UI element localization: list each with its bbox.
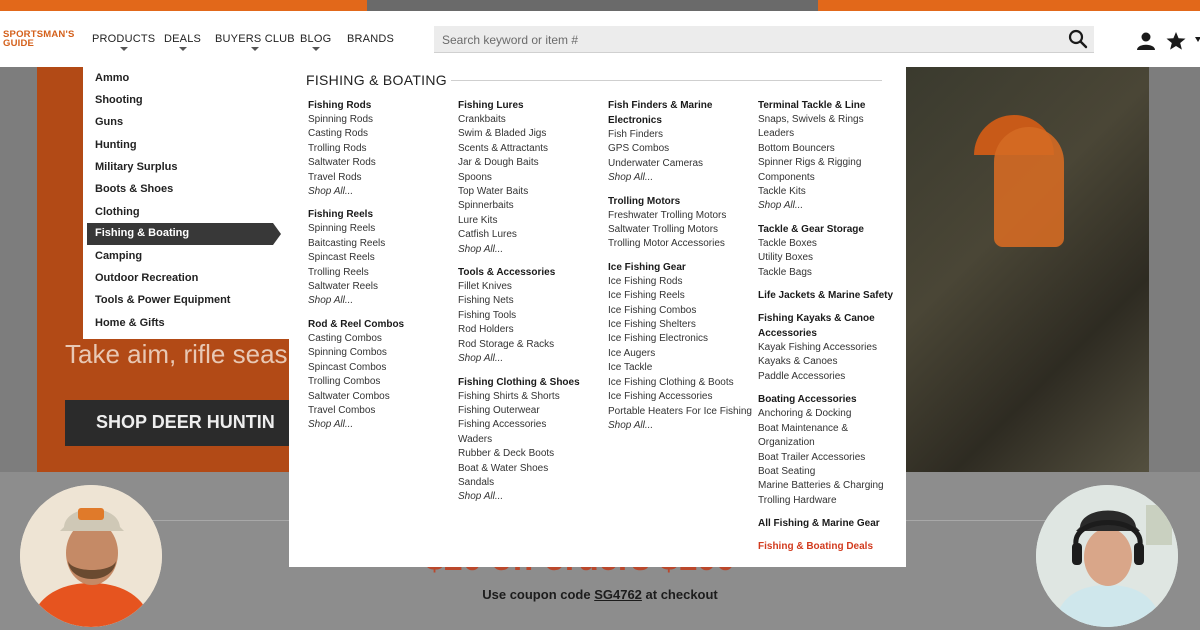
coupon-text bbox=[0, 587, 1200, 602]
menu-group-title[interactable]: Trolling Motors bbox=[608, 195, 681, 207]
menu-link-ice-fishing-reels[interactable]: Ice Fishing Reels bbox=[608, 290, 685, 302]
chevron-down-icon bbox=[251, 47, 259, 51]
menu-link-sandals[interactable]: Sandals bbox=[458, 476, 495, 488]
nav-products-label: PRODUCTS bbox=[92, 33, 156, 45]
shop-all-link[interactable]: Shop All... bbox=[608, 419, 654, 431]
menu-group-title[interactable]: Fishing Rods bbox=[308, 100, 372, 111]
nav-blog[interactable] bbox=[300, 33, 331, 51]
menu-link-ice-augers[interactable]: Ice Augers bbox=[608, 347, 656, 359]
category-camping[interactable]: Camping bbox=[95, 250, 143, 262]
nav-blog-label: BLOG bbox=[300, 33, 332, 45]
menu-link-rubber-and-deck-boots[interactable]: Rubber & Deck Boots bbox=[458, 448, 555, 460]
nav-brands[interactable] bbox=[347, 33, 394, 45]
menu-group-all-fishing-and-marine-gear bbox=[758, 516, 903, 531]
presenter-webcam-right bbox=[1036, 485, 1178, 627]
menu-link-boat-trailer-accessories[interactable]: Boat Trailer Accessories bbox=[758, 451, 866, 463]
hunter-vest bbox=[994, 127, 1064, 247]
menu-link-spincast-reels[interactable]: Spincast Reels bbox=[308, 252, 375, 264]
mega-column-3 bbox=[608, 98, 753, 441]
nav-brands-label: BRANDS bbox=[347, 33, 395, 45]
cart-icon[interactable] bbox=[1195, 37, 1200, 43]
menu-link-boat-seating[interactable]: Boat Seating bbox=[758, 465, 816, 477]
menu-link-travel-combos[interactable]: Travel Combos bbox=[308, 404, 376, 416]
menu-link-saltwater-combos[interactable]: Saltwater Combos bbox=[308, 390, 390, 402]
menu-group-title[interactable]: Fishing Reels bbox=[308, 209, 374, 221]
menu-link-underwater-cameras[interactable]: Underwater Cameras bbox=[608, 157, 704, 169]
mega-column-2 bbox=[458, 98, 603, 513]
menu-group-title[interactable]: Fishing Lures bbox=[458, 100, 524, 111]
menu-link-casting-combos[interactable]: Casting Combos bbox=[308, 332, 382, 344]
menu-link-boat-and-water-shoes[interactable]: Boat & Water Shoes bbox=[458, 462, 549, 474]
site-logo[interactable] bbox=[3, 30, 75, 48]
mega-column-4 bbox=[758, 98, 903, 554]
menu-link-saltwater-rods[interactable]: Saltwater Rods bbox=[308, 157, 376, 169]
menu-group-title[interactable]: Rod & Reel Combos bbox=[308, 318, 405, 330]
menu-group-fish-finders-and-marine-electronics bbox=[608, 98, 753, 186]
menu-link-tackle-kits[interactable]: Tackle Kits bbox=[758, 186, 806, 198]
menu-link-spinning-rods[interactable]: Spinning Rods bbox=[308, 114, 374, 125]
menu-link-ice-fishing-clothing-and-boots[interactable]: Ice Fishing Clothing & Boots bbox=[608, 376, 734, 388]
menu-group-fishing-lures bbox=[458, 98, 603, 257]
menu-group-fishing-clothing-and-shoes bbox=[458, 375, 603, 505]
category-tools-power-equipment[interactable]: Tools & Power Equipment bbox=[95, 294, 231, 306]
presenter-webcam-left bbox=[20, 485, 162, 627]
menu-link-tackle-bags[interactable]: Tackle Bags bbox=[758, 266, 812, 278]
menu-link-top-water-baits[interactable]: Top Water Baits bbox=[458, 186, 529, 198]
logo-line2: GUIDE bbox=[3, 38, 35, 49]
menu-group-boating-accessories bbox=[758, 392, 903, 508]
menu-group-title[interactable]: Fishing Kayaks & Canoe Accessories bbox=[758, 313, 875, 340]
search-icon[interactable] bbox=[1068, 29, 1088, 49]
menu-link-baitcasting-reels[interactable]: Baitcasting Reels bbox=[308, 237, 386, 249]
menu-link-ice-fishing-shelters[interactable]: Ice Fishing Shelters bbox=[608, 319, 696, 331]
menu-link-spinning-reels[interactable]: Spinning Reels bbox=[308, 223, 376, 235]
menu-link-ice-tackle[interactable]: Ice Tackle bbox=[608, 362, 653, 374]
coupon-prefix: Use coupon code bbox=[482, 587, 595, 602]
nav-buyers-club-label: BUYERS CLUB bbox=[215, 33, 295, 45]
menu-group-title[interactable]: Ice Fishing Gear bbox=[608, 261, 686, 273]
shop-all-link[interactable]: Shop All... bbox=[458, 353, 504, 365]
top-banner-center bbox=[367, 0, 818, 11]
top-banner-strip bbox=[0, 0, 1200, 11]
logo-line1: SPORTSMAN'S bbox=[3, 29, 75, 40]
menu-group-tools-and-accessories bbox=[458, 265, 603, 366]
menu-link-trolling-combos[interactable]: Trolling Combos bbox=[308, 376, 381, 388]
menu-group-title[interactable]: Boating Accessories bbox=[758, 394, 857, 406]
category-fishing-boating[interactable] bbox=[87, 223, 273, 245]
menu-link-fishing-tools[interactable]: Fishing Tools bbox=[458, 309, 517, 321]
menu-link-trolling-rods[interactable]: Trolling Rods bbox=[308, 142, 367, 154]
coupon-suffix: at checkout bbox=[641, 587, 718, 602]
hunter-photo bbox=[904, 67, 1149, 472]
presenter-right-image bbox=[1036, 485, 1178, 627]
menu-link-travel-rods[interactable]: Travel Rods bbox=[308, 171, 362, 183]
menu-link-ice-fishing-accessories[interactable]: Ice Fishing Accessories bbox=[608, 391, 713, 403]
menu-link-trolling-reels[interactable]: Trolling Reels bbox=[308, 266, 369, 278]
menu-link-scents-and-attractants[interactable]: Scents & Attractants bbox=[458, 142, 549, 154]
menu-link-kayak-fishing-accessories[interactable]: Kayak Fishing Accessories bbox=[758, 342, 877, 354]
menu-link-freshwater-trolling-motors[interactable]: Freshwater Trolling Motors bbox=[608, 209, 727, 221]
menu-link-trolling-motor-accessories[interactable]: Trolling Motor Accessories bbox=[608, 238, 725, 250]
menu-link-spinning-combos[interactable]: Spinning Combos bbox=[308, 347, 387, 359]
menu-link-casting-rods[interactable]: Casting Rods bbox=[308, 128, 369, 140]
category-clothing[interactable]: Clothing bbox=[95, 206, 140, 218]
nav-deals[interactable] bbox=[164, 33, 201, 51]
menu-link-marine-batteries-and-charging[interactable]: Marine Batteries & Charging bbox=[758, 480, 884, 492]
menu-group-life-jackets-and-marine-safety bbox=[758, 288, 903, 303]
menu-link-tackle-boxes[interactable]: Tackle Boxes bbox=[758, 237, 817, 249]
menu-group-rod-and-reel-combos bbox=[308, 317, 453, 433]
menu-link-spinner-rigs-and-rigging-components[interactable]: Spinner Rigs & Rigging Components bbox=[758, 157, 862, 183]
chevron-down-icon bbox=[120, 47, 128, 51]
menu-link-snaps-swivels-and-rings[interactable]: Snaps, Swivels & Rings bbox=[758, 114, 864, 125]
menu-link-waders[interactable]: Waders bbox=[458, 433, 493, 445]
menu-link-jar-and-dough-baits[interactable]: Jar & Dough Baits bbox=[458, 157, 539, 169]
menu-link-fishing-shirts-and-shorts[interactable]: Fishing Shirts & Shorts bbox=[458, 390, 560, 402]
menu-group-tackle-and-gear-storage bbox=[758, 222, 903, 280]
menu-group-title[interactable]: Life Jackets & Marine Safety bbox=[758, 290, 894, 302]
shop-deer-hunting-button[interactable]: SHOP DEER HUNTIN bbox=[65, 400, 305, 446]
menu-link-utility-boxes[interactable]: Utility Boxes bbox=[758, 252, 814, 264]
menu-link-rod-holders[interactable]: Rod Holders bbox=[458, 324, 514, 336]
menu-link-spincast-combos[interactable]: Spincast Combos bbox=[308, 361, 387, 373]
category-boots-shoes[interactable]: Boots & Shoes bbox=[95, 183, 174, 195]
shop-all-link[interactable]: Shop All... bbox=[308, 186, 354, 198]
menu-link-fishing-accessories[interactable]: Fishing Accessories bbox=[458, 419, 547, 431]
menu-link-fishing-nets[interactable]: Fishing Nets bbox=[458, 295, 514, 307]
search-input[interactable] bbox=[434, 26, 1054, 53]
menu-group-fishing-kayaks-and-canoe-accessories bbox=[758, 311, 903, 384]
category-guns[interactable]: Guns bbox=[95, 116, 124, 128]
menu-link-bottom-bouncers[interactable]: Bottom Bouncers bbox=[758, 142, 835, 154]
menu-group-ice-fishing-gear bbox=[608, 260, 753, 433]
shop-all-link[interactable]: Shop All... bbox=[758, 200, 804, 212]
menu-link-ice-fishing-combos[interactable]: Ice Fishing Combos bbox=[608, 304, 697, 316]
menu-group-title[interactable]: Fishing Clothing & Shoes bbox=[458, 376, 580, 388]
presenter-left-image bbox=[20, 485, 162, 627]
menu-link-trolling-hardware[interactable]: Trolling Hardware bbox=[758, 494, 837, 506]
menu-link-catfish-lures[interactable]: Catfish Lures bbox=[458, 229, 517, 241]
category-home-gifts[interactable]: Home & Gifts bbox=[95, 317, 165, 329]
shop-all-link[interactable]: Shop All... bbox=[308, 295, 354, 307]
menu-link-fish-finders[interactable]: Fish Finders bbox=[608, 129, 664, 140]
chevron-down-icon bbox=[312, 47, 320, 51]
nav-buyers-club[interactable] bbox=[215, 33, 295, 51]
menu-group-terminal-tackle-and-line bbox=[758, 98, 903, 214]
mega-menu-title: FISHING & BOATING bbox=[306, 72, 447, 88]
nav-deals-label: DEALS bbox=[164, 33, 202, 45]
shop-all-link[interactable]: Shop All... bbox=[458, 243, 504, 255]
hero-tagline: Take aim, rifle seas bbox=[65, 339, 288, 369]
menu-link-gps-combos[interactable]: GPS Combos bbox=[608, 143, 670, 155]
category-ammo[interactable]: Ammo bbox=[95, 72, 130, 84]
site-header bbox=[0, 11, 1200, 67]
category-outdoor-recreation[interactable]: Outdoor Recreation bbox=[95, 272, 199, 284]
mega-menu-panel bbox=[289, 63, 906, 567]
menu-link-rod-storage-and-racks[interactable]: Rod Storage & Racks bbox=[458, 338, 555, 350]
chevron-down-icon bbox=[179, 47, 187, 51]
menu-link-spinnerbaits[interactable]: Spinnerbaits bbox=[458, 200, 514, 212]
menu-link-boat-maintenance-and-organization[interactable]: Boat Maintenance & Organization bbox=[758, 422, 849, 449]
menu-link-saltwater-trolling-motors[interactable]: Saltwater Trolling Motors bbox=[608, 224, 719, 236]
menu-link-swim-and-bladed-jigs[interactable]: Swim & Bladed Jigs bbox=[458, 128, 547, 140]
menu-link-portable-heaters-for-ice-fishing[interactable]: Portable Heaters For Ice Fishing bbox=[608, 405, 752, 417]
category-menu bbox=[83, 63, 289, 339]
menu-group-fishing-rods bbox=[308, 98, 453, 199]
menu-link-ice-fishing-rods[interactable]: Ice Fishing Rods bbox=[608, 275, 683, 287]
menu-link-spoons[interactable]: Spoons bbox=[458, 171, 492, 183]
account-icon[interactable] bbox=[1136, 32, 1156, 50]
category-shooting[interactable]: Shooting bbox=[95, 94, 143, 106]
menu-link-anchoring-and-docking[interactable]: Anchoring & Docking bbox=[758, 408, 852, 420]
category-fishing-boating-label: Fishing & Boating bbox=[95, 227, 190, 239]
menu-group-title[interactable]: Fish Finders & Marine Electronics bbox=[608, 100, 713, 126]
menu-group-title[interactable]: Tools & Accessories bbox=[458, 267, 556, 279]
wishlist-star-icon[interactable] bbox=[1166, 32, 1186, 50]
menu-link-fillet-knives[interactable]: Fillet Knives bbox=[458, 281, 512, 293]
menu-group-trolling-motors bbox=[608, 194, 753, 252]
category-military-surplus[interactable]: Military Surplus bbox=[95, 161, 178, 173]
menu-group-title[interactable]: All Fishing & Marine Gear bbox=[758, 518, 880, 530]
shop-all-link[interactable]: Shop All... bbox=[308, 419, 354, 431]
menu-link-ice-fishing-electronics[interactable]: Ice Fishing Electronics bbox=[608, 333, 709, 345]
category-hunting[interactable]: Hunting bbox=[95, 139, 137, 151]
menu-link-leaders[interactable]: Leaders bbox=[758, 128, 795, 140]
menu-link-saltwater-reels[interactable]: Saltwater Reels bbox=[308, 281, 379, 293]
menu-group-fishing-reels bbox=[308, 207, 453, 308]
mega-column-1 bbox=[308, 98, 453, 441]
mega-menu-divider bbox=[451, 80, 882, 81]
shop-all-link[interactable]: Shop All... bbox=[608, 172, 654, 184]
menu-link-fishing-outerwear[interactable]: Fishing Outerwear bbox=[458, 404, 540, 416]
coupon-code[interactable]: SG4762 bbox=[594, 587, 642, 602]
menu-group-title[interactable]: Tackle & Gear Storage bbox=[758, 223, 864, 235]
menu-link-lure-kits[interactable]: Lure Kits bbox=[458, 214, 498, 226]
menu-link-kayaks-and-canoes[interactable]: Kayaks & Canoes bbox=[758, 356, 838, 368]
menu-link-crankbaits[interactable]: Crankbaits bbox=[458, 114, 506, 125]
fishing-boating-deals-link[interactable]: Fishing & Boating Deals bbox=[758, 541, 874, 553]
nav-products[interactable] bbox=[92, 33, 155, 51]
search-bar bbox=[434, 26, 1094, 53]
menu-link-paddle-accessories[interactable]: Paddle Accessories bbox=[758, 370, 846, 382]
shop-all-link[interactable]: Shop All... bbox=[458, 491, 504, 503]
menu-group-title[interactable]: Terminal Tackle & Line bbox=[758, 100, 866, 111]
